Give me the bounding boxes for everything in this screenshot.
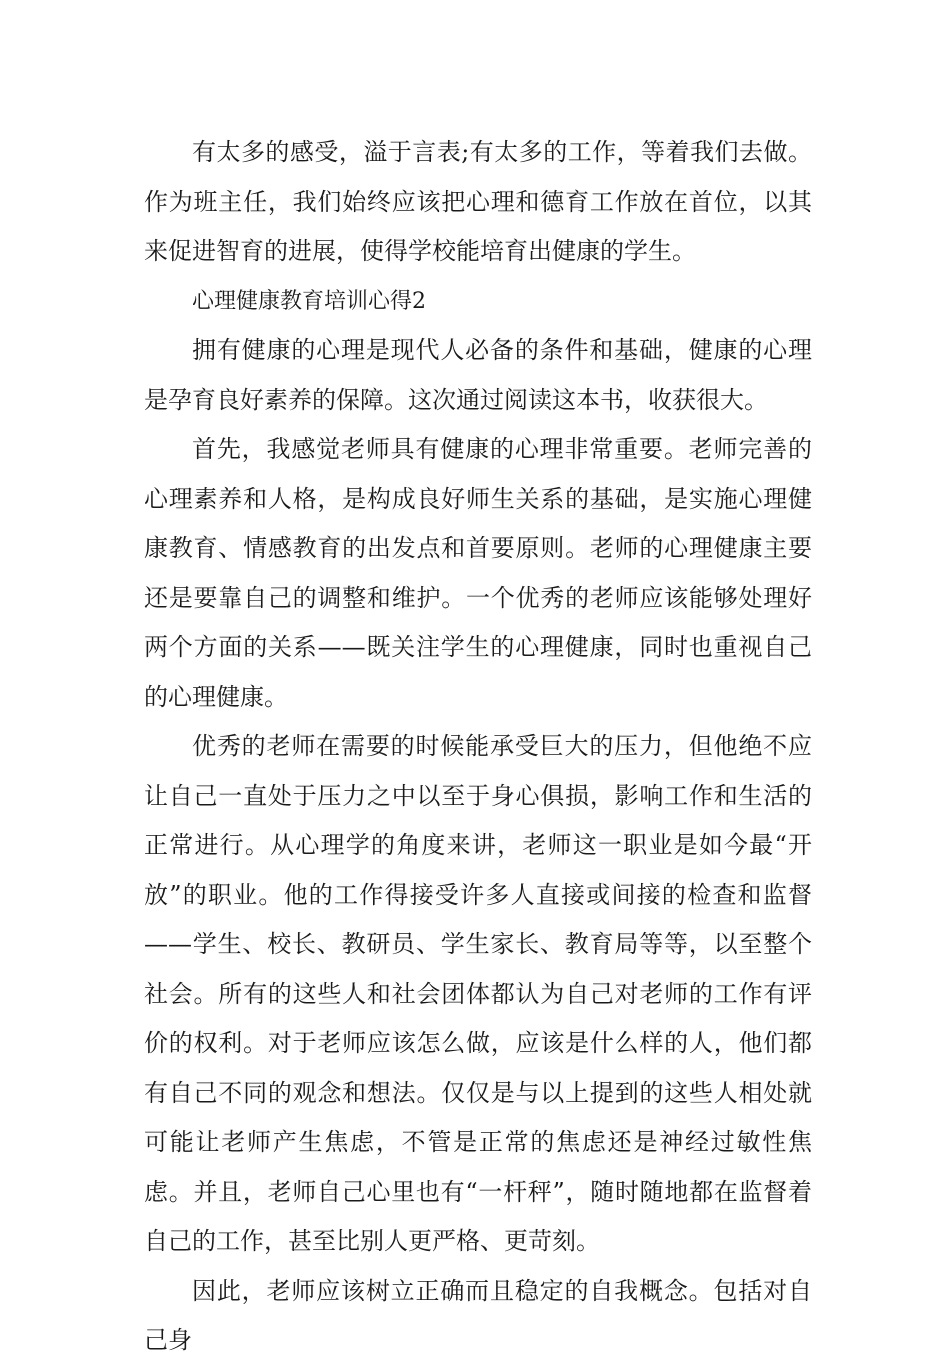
paragraph-intro: 有太多的感受，溢于言表;有太多的工作，等着我们去做。作为班主任，我们始终应该把心理和德育工作放在首位，以其来促进智育的进展，使得学校能培育出健康的学生。 bbox=[144, 138, 812, 265]
document-body bbox=[144, 128, 812, 1366]
section-heading: 心理健康教育培训心得2 bbox=[192, 288, 426, 314]
paragraph-healthy-mind: 拥有健康的心理是现代人必备的条件和基础，健康的心理是孕育良好素养的保障。这次通过阅读这本书，收获很大。 bbox=[144, 336, 812, 414]
paragraph-pressure: 优秀的老师在需要的时候能承受巨大的压力，但他绝不应让自己一直处于压力之中以至于身心俱损，影响工作和生活的正常进行。从心理学的角度来讲，老师这一职业是如今最“开放”的职业。他的工作得接受许多人直接或间接的检查和监督——学生、校长、教研员、学生家长、教育局等等，以至整个社会。所有的这些人和社会团体都认为自己对老师的工作有评价的权利。对于老师应该怎么做，应该是什么样的人，他们都有自己不同的观念和想法。仅仅是与以上提到的这些人相处就可能让老师产生焦虑，不管是正常的焦虑还是神经过敏性焦虑。并且，老师自己心里也有“一杆秤”，随时随地都在监督着自己的工作，甚至比别人更严格、更苛刻。 bbox=[144, 732, 812, 1255]
paragraph-teacher-mental-health: 首先，我感觉老师具有健康的心理非常重要。老师完善的心理素养和人格，是构成良好师生关系的基础，是实施心理健康教育、情感教育的出发点和首要原则。老师的心理健康主要还是要靠自己的调整和维护。一个优秀的老师应该能够处理好两个方面的关系——既关注学生的心理健康，同时也重视自己的心理健康。 bbox=[144, 435, 812, 711]
paragraph-self-concept: 因此，老师应该树立正确而且稳定的自我概念。包括对自己身 bbox=[144, 1276, 812, 1354]
